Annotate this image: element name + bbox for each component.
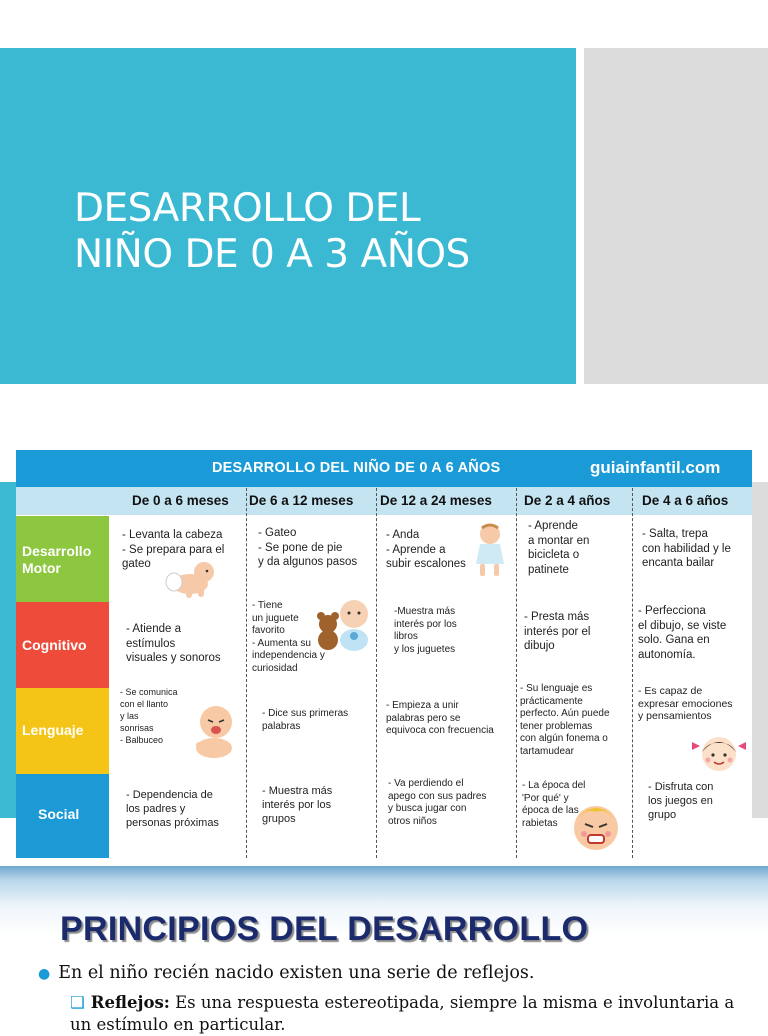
crawling-baby-icon bbox=[164, 558, 220, 600]
square-bullet-icon: ❑ bbox=[70, 993, 85, 1012]
column-header: De 2 a 4 años bbox=[524, 493, 611, 508]
cell-line: - Se prepara para el bbox=[122, 543, 225, 556]
bullet-item bbox=[38, 963, 534, 983]
cell-line: personas próximas bbox=[126, 817, 219, 829]
bullet-icon: ● bbox=[38, 966, 51, 982]
cell-motor-3 bbox=[528, 519, 589, 577]
cell-line: libros bbox=[394, 631, 418, 642]
cell-line: interés por el bbox=[524, 625, 591, 638]
row-label-text: Cognitivo bbox=[22, 637, 87, 653]
cell-line: curiosidad bbox=[252, 662, 298, 674]
cell-line: con habilidad y le bbox=[642, 542, 731, 555]
principles-slide bbox=[0, 866, 768, 1034]
column-divider bbox=[376, 488, 377, 858]
cell-line: - Dice sus primeras bbox=[262, 708, 349, 719]
cell-line: subir escalones bbox=[386, 558, 466, 570]
cell-line: con algún fonema o bbox=[520, 733, 608, 744]
cell-line: - Perfecciona bbox=[638, 605, 706, 617]
cell-line: - Salta, trepa bbox=[642, 528, 708, 540]
cell-line: prácticamente bbox=[520, 695, 583, 707]
cell-line: - Presta más bbox=[524, 611, 590, 623]
toddler-walking-icon bbox=[464, 522, 512, 578]
cell-line: palabras pero se bbox=[386, 712, 461, 724]
cell-line: palabras bbox=[262, 720, 301, 732]
cell-line: tener problemas bbox=[520, 720, 593, 732]
cell-line: interés por los bbox=[394, 618, 457, 630]
column-divider bbox=[632, 488, 633, 858]
row-label-cognitivo bbox=[16, 602, 109, 688]
row-label-text: Lenguaje bbox=[22, 722, 84, 738]
cell-line: visuales y sonoros bbox=[126, 652, 221, 664]
cell-line: - Va perdiendo el bbox=[388, 778, 464, 789]
cell-line: independencia y bbox=[252, 650, 325, 661]
cell-line: - Disfruta con bbox=[648, 781, 714, 793]
slide-edge-right bbox=[752, 482, 768, 818]
cell-social-4 bbox=[648, 780, 713, 822]
cell-line: tartamudear bbox=[520, 745, 574, 757]
cell-line: dibujo bbox=[524, 640, 555, 652]
column-divider bbox=[246, 488, 247, 858]
angry-child-icon bbox=[568, 800, 622, 856]
column-header: De 0 a 6 meses bbox=[132, 493, 229, 508]
cell-line: - La época del bbox=[522, 780, 586, 791]
cell-lenguaje-4 bbox=[638, 685, 733, 723]
slide-title bbox=[74, 186, 554, 278]
cell-cognitivo-3 bbox=[524, 610, 590, 654]
cell-line: estímulos bbox=[126, 637, 176, 650]
cell-line: - Es capaz de bbox=[638, 685, 703, 697]
cell-line: - Atiende a bbox=[126, 623, 181, 635]
bullet-text: En el niño recién nacido existen una serie de reflejos. bbox=[58, 963, 535, 983]
term-definition: Es una respuesta estereotipada, siempre la misma e involuntaria a un estímulo en particular. bbox=[70, 993, 735, 1034]
cell-line: - Se comunica bbox=[120, 687, 178, 697]
cell-lenguaje-2 bbox=[386, 700, 494, 738]
cell-lenguaje-0 bbox=[120, 686, 178, 746]
baby-with-teddy-icon bbox=[314, 596, 376, 652]
cell-cognitivo-0 bbox=[126, 622, 221, 666]
cell-line: - Anda bbox=[386, 529, 420, 541]
principles-title: PRINCIPIOS DEL DESARROLLO bbox=[60, 910, 589, 948]
cell-motor-4 bbox=[642, 527, 731, 571]
cell-line: sonrisas bbox=[120, 723, 154, 733]
cell-line: bicicleta o bbox=[528, 549, 580, 561]
cell-line: y las bbox=[120, 711, 139, 721]
cell-line: grupo bbox=[648, 809, 677, 821]
cell-line: otros niños bbox=[388, 815, 437, 827]
infographic-header bbox=[16, 450, 752, 487]
cell-line: autonomía. bbox=[638, 648, 696, 661]
slide-title-line1: DESARROLLO DEL bbox=[74, 186, 421, 231]
row-label-text: Desarrollo bbox=[22, 543, 92, 559]
cell-line: los padres y bbox=[126, 803, 186, 815]
cell-cognitivo-4 bbox=[638, 604, 726, 662]
slide-title-line2: NIÑO DE 0 A 3 AÑOS bbox=[74, 232, 470, 277]
cell-line: encanta bailar bbox=[642, 557, 715, 569]
infographic-brand: guiainfantil.com bbox=[590, 458, 721, 477]
cell-line: patinete bbox=[528, 563, 569, 576]
cell-line: - Se pone de pie bbox=[258, 541, 343, 554]
term-label: Reflejos: bbox=[90, 993, 170, 1012]
cell-line: los juegos en bbox=[648, 795, 713, 807]
cell-line: el dibujo, se viste bbox=[638, 619, 727, 632]
cell-line: perfecto. Aún puede bbox=[520, 708, 610, 719]
cell-line: - Muestra más bbox=[262, 785, 333, 797]
cell-motor-1 bbox=[258, 526, 357, 570]
cell-line: equivoca con frecuencia bbox=[386, 725, 494, 736]
cell-line: época de las bbox=[522, 805, 579, 816]
cell-line: solo. Gana en bbox=[638, 634, 710, 646]
row-label-text: Social bbox=[38, 806, 80, 822]
cell-social-0 bbox=[126, 788, 219, 830]
cell-line: y los juguetes bbox=[394, 643, 456, 655]
title-panel bbox=[0, 48, 576, 384]
cell-line: - Dependencia de bbox=[126, 789, 213, 801]
cell-line: con el llanto bbox=[120, 699, 169, 709]
column-headers bbox=[16, 487, 752, 515]
cell-line: rabietas bbox=[522, 817, 558, 829]
cell-line: un juguete bbox=[252, 612, 299, 624]
column-header: De 6 a 12 meses bbox=[249, 493, 354, 508]
column-divider bbox=[516, 488, 517, 858]
cell-line: - Aprende a bbox=[386, 543, 446, 556]
title-slide bbox=[0, 48, 768, 384]
cell-line: y da algunos pasos bbox=[258, 556, 358, 568]
cell-line: - Balbuceo bbox=[120, 735, 164, 745]
cell-line: apego con sus padres bbox=[388, 790, 487, 802]
cell-social-1 bbox=[262, 784, 332, 826]
side-panel bbox=[584, 48, 768, 384]
cell-line: 'Por qué' y bbox=[522, 792, 569, 804]
cell-line: expresar emociones bbox=[638, 697, 733, 710]
cell-line: favorito bbox=[252, 625, 285, 636]
cell-motor-2 bbox=[386, 528, 466, 572]
cell-line: - Aprende bbox=[528, 520, 578, 532]
cell-line: - Aumenta su bbox=[252, 637, 311, 649]
infographic-title: DESARROLLO DEL NIÑO DE 0 A 6 AÑOS bbox=[212, 460, 501, 476]
cell-line: - Gateo bbox=[258, 527, 297, 539]
cell-line: a montar en bbox=[528, 534, 590, 547]
row-label-social bbox=[16, 774, 109, 858]
cell-line: y pensamientos bbox=[638, 710, 712, 722]
cell-social-2 bbox=[388, 778, 486, 828]
cell-line: - Tiene bbox=[252, 600, 283, 611]
crying-baby-icon bbox=[188, 702, 242, 760]
girl-face-icon bbox=[690, 732, 748, 772]
cell-line: y busca jugar con bbox=[388, 803, 467, 814]
cell-line: - Empieza a unir bbox=[386, 700, 459, 711]
cell-line: gateo bbox=[122, 558, 151, 570]
row-label-lenguaje bbox=[16, 688, 109, 774]
sub-bullet-item bbox=[70, 992, 760, 1036]
row-label-motor bbox=[16, 516, 109, 602]
cell-line: - Levanta la cabeza bbox=[122, 529, 223, 541]
cell-line: grupos bbox=[262, 813, 296, 825]
cell-line: -Muestra más bbox=[394, 606, 456, 617]
cell-line: interés por los bbox=[262, 799, 332, 811]
column-header: De 4 a 6 años bbox=[642, 493, 729, 508]
column-header: De 12 a 24 meses bbox=[380, 493, 492, 508]
row-label-text: Motor bbox=[22, 560, 61, 576]
cell-lenguaje-1 bbox=[262, 708, 348, 733]
cell-lenguaje-3 bbox=[520, 683, 610, 758]
cell-line: - Su lenguaje es bbox=[520, 683, 593, 694]
development-infographic bbox=[16, 450, 752, 858]
cell-cognitivo-2 bbox=[394, 606, 457, 656]
